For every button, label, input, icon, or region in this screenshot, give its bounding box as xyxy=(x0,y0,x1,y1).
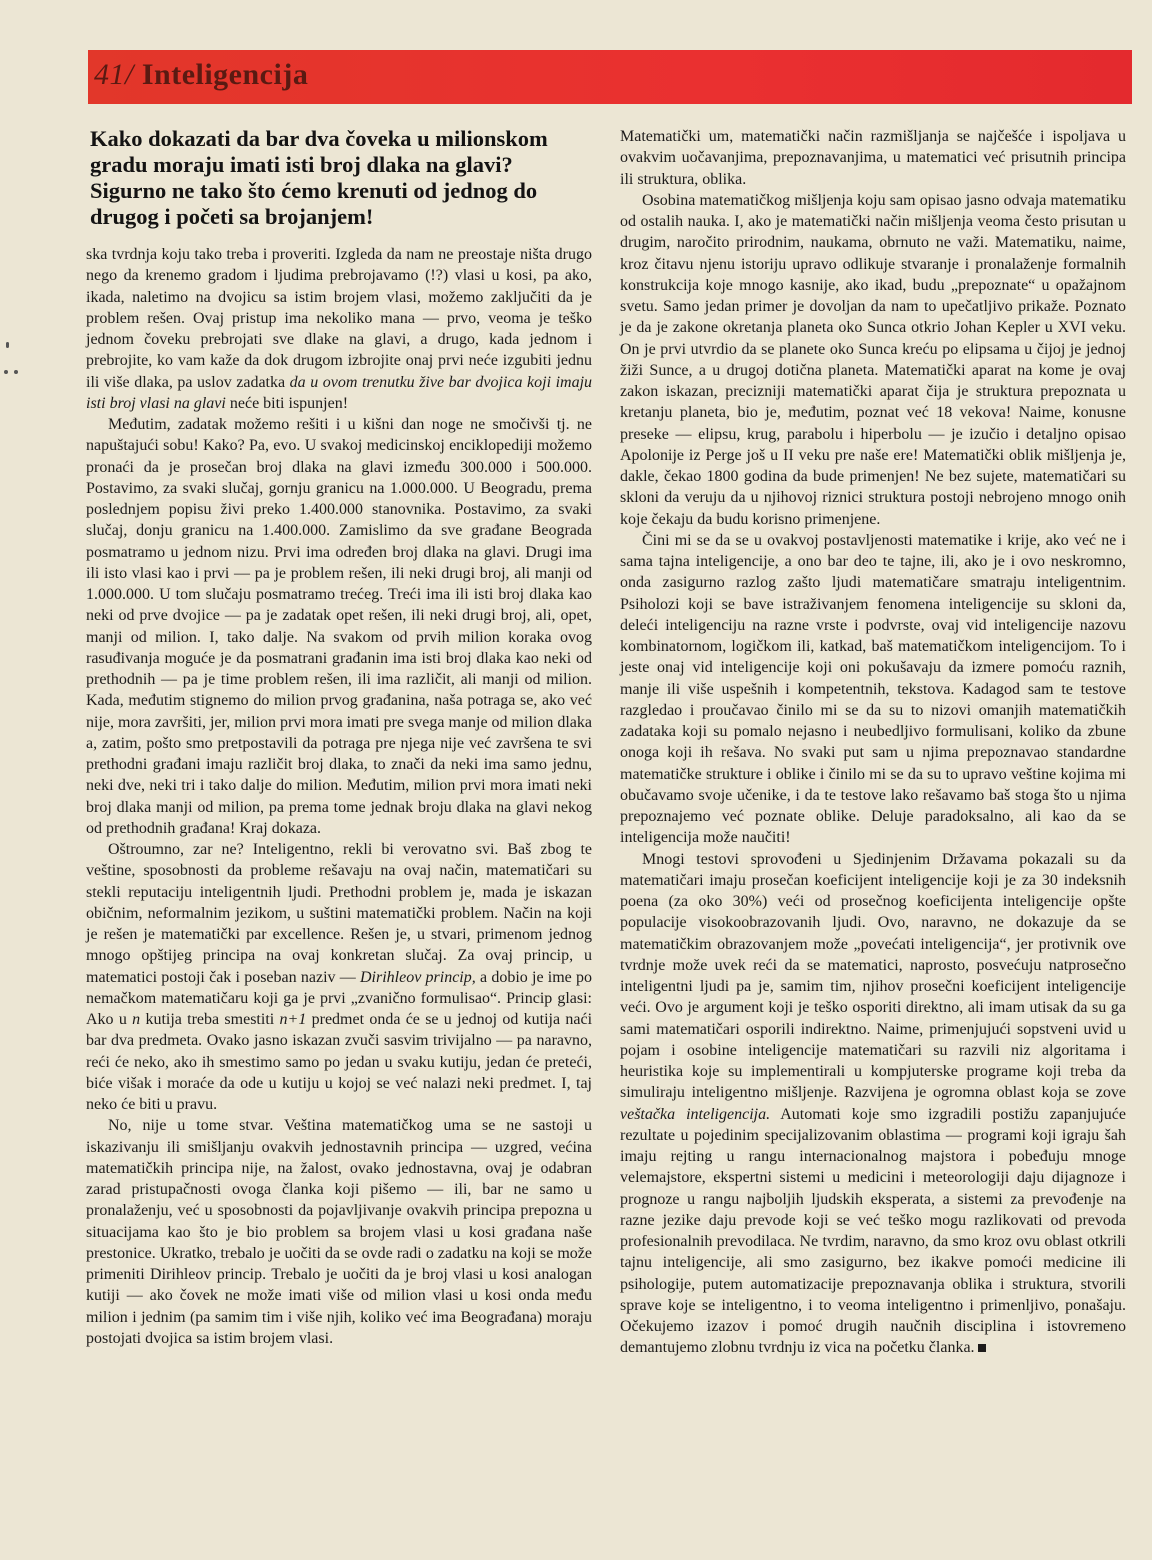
paragraph: Matematički um, matematički način razmišljanja se najčešće i ispoljava u ovakvim uočavanjima, prepoznavanjima, u matematici već prisutnih principa ili struktura, oblika. xyxy=(620,128,1126,188)
paragraph xyxy=(86,244,592,414)
right-column xyxy=(620,126,1126,1359)
paragraph-text: kutija treba smestiti xyxy=(145,1011,275,1028)
margin-speck xyxy=(4,370,8,374)
paragraph-italic: n xyxy=(132,1011,141,1028)
paragraph: No, nije u tome stvar. Veština matematičkog uma se ne sastoji u iskazivanju ili smišljanju ovakvih jednostavnih principa — uzgred, većina matematičkih principa nije, na žalost, ovako jednostavna, ovaj je odabran zarad pristupačnosti ovoga članka koji pišemo — ili, bar ne samo u pronalaženju, već u sposobnosti da pojavljivanje ovakvih principa prepozna u situacijama kao što je bio problem sa brojem vlasi u kosi građana naše prestonice. Ukratko, trebalo je uočiti da se ovde radi o zadatku na koji se može primeniti Dirihleov princip. Trebalo je uočiti da je broj vlasi u kosi analogan kutiji — ako čovek ne može imati više od milion vlasi u kosi onda među milion i jednim (pa samim tim i više njih, koliko već ima Beograđana) moraju postojati dvojica sa istim brojem vlasi. xyxy=(86,1117,592,1347)
section-header xyxy=(94,58,308,92)
paragraph-italic: da u ovom trenutku žive bar dvojica koji imaju isti broj vlasi na glavi xyxy=(86,373,593,412)
page-number: 41/ xyxy=(94,58,134,91)
paragraph: Čini mi se da se u ovakvoj postavljenosti matematike i krije, ako već ne i sama tajna inteligencije, a ono bar deo te tajne, ili, ako je i ovo neskromno, onda zasigurno razlog zašto ljudi matematičare smatraju inteligentnim. Psiholozi koji se bave istraživanjem fenomena inteligencije su skloni da, deleći inteligenciju na razne vrste i podvrste, ovaj vid inteligencije nazovu kombinatornom, logičkom ili, katkad, baš matematičkom inteligencijom. To i jeste onaj vid inteligencije koji oni pokušavaju da izmere pomoću raznih, manje ili više uspešnih i kompetentnih, tekstova. Kadagod sam te testove razgledao i proučavao činilo mi se da su to nizovi omanjih matematičkih zadataka koji su pomalo nejasno i neubedljivo formulisani, koliko da zbune onoga koji ih rešava. No svaki put sam u njima prepoznavao standardne matematičke strukture i oblike i činilo mi se da su to upravo veštine kojima mi obučavamo svoje učenike, i da te testove lako rešavamo baš stoga što u njima prepoznajemo već poznate oblike. Deluje paradoksalno, ali kao da se inteligencija može naučiti! xyxy=(620,531,1126,847)
paragraph-italic: n+1 xyxy=(279,1011,307,1028)
left-column xyxy=(86,126,592,1349)
section-header-bar xyxy=(88,50,1132,104)
paragraph-text: Oštroumno, zar ne? Inteligentno, rekli bi verovatno svi. Baš zbog te veštine, sposobnosti da probleme rešavaju na ovaj način, matematičari su stekli reputaciju inteligentnih ljudi. Prethodni problem je, mada je iskazan običnim, neformalnim jezikom, u suštini matematički problem. Način na koji je rešen je matematički par excellence. Rešen je, u stvari, primenom jednog mnogo opštijeg principa na ovaj konkretan slučaj. Za ovaj princip, u matematici postoji čak i poseban naziv — xyxy=(86,841,592,986)
paragraph-text: a dobio je ime po nemačkom matematičaru koji ga je prvi „zvanično formulisao“. Princip glasi: Ako u xyxy=(86,968,593,1028)
margin-speck xyxy=(6,342,9,348)
article-lead: Kako dokazati da bar dva čoveka u milionskom gradu moraju imati isti broj dlaka na glavi? Sigurno ne tako što ćemo krenuti od jednog do drugog i početi sa brojanjem! xyxy=(90,126,548,229)
paragraph-text: predmet onda će se u jednoj od kutija naći bar dva predmeta. Ovako jasno iskazan zvuči sasvim trivijalno — pa naravno, reći će neko, ako ih smestimo samo po jedan u svaku kutiju, jedan će preteći, biće višak i moraće da ode u kutiju u kojoj se već nalazi neki predmet. I, taj neko će biti u pravu. xyxy=(86,1011,593,1113)
paragraph-text: Mnogi testovi sprovođeni u Sjedinjenim Državama pokazali su da matematičari imaju prosečan koeficijent inteligencije koji je za 30 indeksnih poena (za oko 30%) veći od prosečnog koeficijenta inteligencije opšte populacije visokoobrazovanih ljudi. Ovo, naravno, ne dokazuje da se matematičkim obrazovanjem može „povećati inteligencija“, jer protivnik ove tvrdnje može uvek reći da se matematici, naprosto, posvećuju natprosečno inteligentni ljudi pa je, samim tim, njihov prosečni koeficijent inteligencije veći. Ovo je argument koji je teško osporiti direktno, ali imam utisak da su ga sami matematičari osporili indirektno. Naime, primenjujući sopstveni uvid u pojam i osobine inteligencije matematičari su razvili niz algoritama i heuristika koje su implementirali u kompjuterske programe koji treba da simuliraju inteligentno mišljenje. Razvijena je ogromna oblast koja se zove xyxy=(620,850,1126,1102)
end-of-article-mark xyxy=(978,1344,986,1352)
margin-speck xyxy=(14,370,18,374)
paragraph: Osobina matematičkog mišljenja koju sam opisao jasno odvaja matematiku od ostalih nauka. I, ako je matematički način mišljenja veoma često prisutan u drugim, naročito prirodnim, naukama, obrnuto ne važi. Matematiku, naime, kroz čitavu njenu istoriju upravo odlikuje stvaranje i pronalaženje formalnih konstrukcija koje mnogo kasnije, ako ikad, budu „prepoznate“ u opažajnom svetu. Samo jedan primer je dovoljan da nam to upečatljivo prikaže. Poznato je da je zakone okretanja planeta oko Sunca otkrio Johan Kepler u XVI veku. On je prvi utvrdio da se planete oko Sunca kreću po elipsama u čijoj je jednoj žiži Sunce, a u drugoj dotična planeta. Matematički aparat na kome je ovaj zakon iskazan, precizniji matematički aparat čija je struktura prepoznata u kretanju planeta, bio je, međutim, poznat već 18 vekova! Naime, konusne preseke — elipsu, krug, parabolu i hiperbolu — je izučio i detaljno opisao Apolonije iz Perge još u II veku pre naše ere! Matematički oblik mišljenja je, dakle, čekao 1800 godina da bude primenjen! Ne bez sujete, matematičari su skloni da veruju da u njihovoj riznici struktura postoji nebrojeno mnogo onih koje čekaju da budu korisno primenjene. xyxy=(620,191,1126,528)
left-column-body xyxy=(86,244,592,1349)
paragraph xyxy=(620,849,1126,1359)
right-column-body xyxy=(620,126,1126,1359)
paragraph-italic: Dirihleov princip, xyxy=(359,968,476,986)
paragraph-italic: veštačka inteligencija. xyxy=(620,1105,771,1123)
paragraph-text: neće biti ispunjen! xyxy=(229,394,349,412)
paragraph: Međutim, zadatak možemo rešiti i u kišni dan noge ne smočivši tj. ne napuštajući sobu! Kako? Pa, evo. U svakoj medicinskoj enciklopediji možemo pronaći da je prosečan broj dlaka na glavi između 300.000 i 500.000. Postavimo, za svaki slučaj, gornju granicu na 1.000.000. U Beogradu, prema poslednjem popisu živi preko 1.400.000 stanovnika. Postavimo, za svaki slučaj, donju granicu na 1.400.000. Zamislimo da sve građane Beograda posmatramo u jednom nizu. Prvi ima određen broj dlaka na glavi. Drugi ima ili isto vlasi kao i prvi — pa je problem rešen, ili neki drugi broj, ali manji od 1.000.000. U tom slučaju posmatramo trećeg. Treći ima ili isti broj dlaka kao neki od prve dvojice — pa je zadatak opet rešen, ili neki drugi broj, ali, opet, manji od milion. I, tako dalje. Na svakom od prvih milion koraka ovog rasuđivanja moguće je da posmatrani građanin ima isti broj dlaka kao neki od prethodnih — pa je time problem rešen, ili ima različit, ali manji od milion. Kada, međutim stignemo do milion prvog građanina, naša potraga se, ako već nije, mora završiti, jer, milion prvi mora imati pre svega manje od milion dlaka a, zatim, pošto smo pretpostavili da potraga pre njega nije već završena te svi prethodni građani imaju različit broj dlaka, to znači da neki ima samo jednu, neki dve, neki tri i tako dalje do milion. Međutim, milion prvi mora imati neki broj dlaka manji od milion, pa prema tome jednak broju dlaka na glavi nekog od prethodnih građana! Kraj dokaza. xyxy=(86,416,592,837)
section-title: Inteligencija xyxy=(141,58,309,91)
paragraph-text: Automati koje smo izgradili postižu zapanjujuće rezultate u pojedinim specijalizovanim oblastima — programi koji igraju šah imaju rejting u rangu internacionalnog majstora i pobeđuju mnoge velemajstore, ekspertni sistemi u medicini i meteorologiji daju dijagnoze i prognoze u rangu najboljih ljudskih eksperata, a sistemi za prevođenje na razne jezike daju prevode koji se već teško mogu razlikovati od prevoda profesionalnih prevodilaca. Ne tvrdim, naravno, da smo kroz ovu oblast otkrili tajnu inteligencije, ali smo zasigurno, bez ikakve pomoći medicine ili psihologije, putem automatizacije prepoznavanja oblika i struktura, stvorili sprave koje se inteligentno, i to veoma inteligentno i primenljivo, ponašaju. Očekujemo izazov i pomoć drugih naučnih disciplina i istovremeno demantujemo zlobnu tvrdnju iz vica na početku članka. xyxy=(620,1105,1126,1357)
paragraph-text: ska tvrdnja koju tako treba i proveriti. Izgleda da nam ne preostaje ništa drugo nego da krenemo gradom i ljudima prebrojavamo (!?) vlasi u kosi, pa ako, ikada, naletimo na dvojicu sa istim brojem vlasi, možemo zaključiti da je problem rešen. Ovaj pristup ima nekoliko mana — prvo, veoma je teško jednom čoveku prebrojati sve dlake na glavi, a drugo, kada jednom i prebrojite, ko vam kaže da dok drugom izbrojite onaj prvi neće izgubiti jednu ili više dlaka, pa uslov zadatka xyxy=(86,246,592,391)
paragraph xyxy=(86,839,592,1115)
